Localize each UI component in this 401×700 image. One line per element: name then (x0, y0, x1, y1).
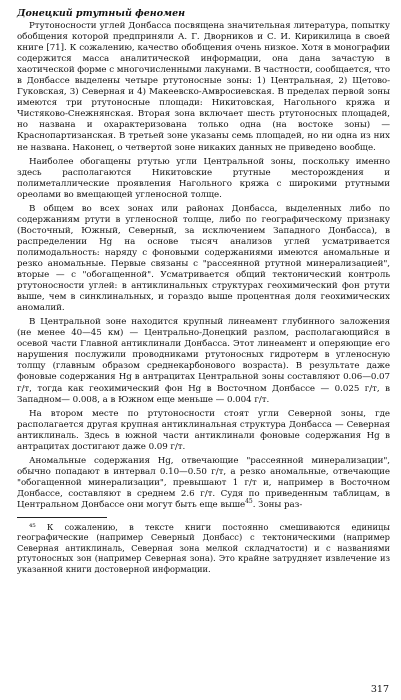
page-number: 317 (370, 684, 389, 695)
footnote-marker: 45 (245, 498, 253, 506)
paragraph-3: В общем во всех зонах или районах Донбасса, выделенных либо по содержаниям ртути в угленосной толще, либо по географическому признаку (Восточный, Южный, Северный, за исключением Западного Донбасса), в распределении Hg на основе тысяч анализов углей усматривается полимодальность: наряду с фоновыми содержаниями имеются аномальные и резко аномальные. Первые связаны с "рассеянной ртутной минерализацией", вторые — с "обогащенной". Усматривается общий тектонический контроль ртутоносности углей: в антиклинальных структурах геохимический фон ртути выше, чем в синклинальных, и гораздо выше процентная доля геохимических аномалий. (17, 203, 390, 314)
paragraph-6: Аномальные содержания Hg, отвечающие "рассеянной минерализации", обычно попадают в интервал 0.10—0.50 г/т, а резко аномальные, отвечающие "обогащенной минерализации", превышают 1 г/т и, например в Восточном Донбассе, составляют в среднем 2.6 г/т. Судя по приведенным таблицам, в Центральном Донбассе они могут быть еще выше$^{45}$. Зоны раз- (17, 455, 390, 510)
section-title: Донецкий ртутный феномен (17, 8, 186, 19)
page-content (17, 8, 390, 574)
footnote: ⁴⁵ К сожалению, в тексте книги постоянно смешиваются единицы географические (например Северный Донбасс) с тектоническими (например Северная антиклиналь, Северная зона мелкой складчатости) и с названиями ртутоносных зон (например Северная зона). Это крайне затрудняет извлечение из указанной книги достоверной информации. (17, 522, 390, 574)
paragraph-6-tail: Зоны раз- (258, 499, 303, 510)
paragraph-5: На втором месте по ртутоносности стоят угли Северной зоны, где располагается другая крупная антиклинальная структура Донбасса — Северная антиклиналь. Здесь в южной части антиклинали фоновые содержания Hg в антрацитах достигают даже 0.09 г/т. (17, 408, 390, 452)
paragraph-4: В Центральной зоне находится крупный линеамент глубинного заложения (не менее 40—45 км) — Центрально-Донецкий разлом, располагающийся в осевой части Главной антиклинали Донбасса. Этот линеамент и оперяющие его нарушения послужили проводниками ртутоносных гидротерм в угленосную толщу (главным образом среднекарбонового возраста). В результате даже фоновые содержания Hg в антрацитах Центральной зоны составляют 0.06—0.07 г/т, тогда как геохимический фон Hg в Восточном Донбассе — 0.025 г/т, в Западном— 0.008, а в Южном еще меньше — 0.004 г/т. (17, 317, 390, 405)
paragraph-6-text: Аномальные содержания Hg, отвечающие "рассеянной минерализации", обычно попадают в интервал 0.10—0.50 г/т, а резко аномальные, отвечающие "обогащенной минерализации", превышают 1 г/т и, например в Восточном Донбассе, составляют в среднем 2.6 г/т. Судя по приведенным таблицам, в Центральном Донбассе они могут быть еще выше (17, 455, 390, 510)
footnote-divider (17, 517, 107, 518)
paragraph-1: Ртутоносности углей Донбасса посвящена значительная литература, попытку обобщения которой предприняли А. Г. Дворников и С. И. Кирикилица в своей книге [71]. К сожалению, качество обобщения очень низкое. Хотя в монографии содержится масса аналитической информации, она дана зачастую в хаотической форме с многочисленными лакунами. В частности, сообщается, что в Донбассе выделены четыре ртутоносные зоны: 1) Центральная, 2) Щетово-Гуковская, 3) Северная и 4) Макеевско-Амвросиевская. В пределах первой зоны имеются три ртутоносные площади: Никитовская, Нагольного кряжа и Чистяково-Снежнянская. Вторая зона включает шесть ртутоносных площадей, но названа и охарактеризована только одна (на востоке зоны) — Краснопартизанская. В третьей зоне указаны семь площадей, но ни одна из них не названа. Наконец, о четвертой зоне никаких данных не приведено вообще. (17, 21, 390, 153)
paragraph-2: Наиболее обогащены ртутью угли Центральной зоны, поскольку именно здесь располагаются Никитовские ртутные месторождения и полиметаллические проявления Нагольного кряжа с широкими ртутными ореолами во вмещающей угленосной толще. (17, 156, 390, 200)
